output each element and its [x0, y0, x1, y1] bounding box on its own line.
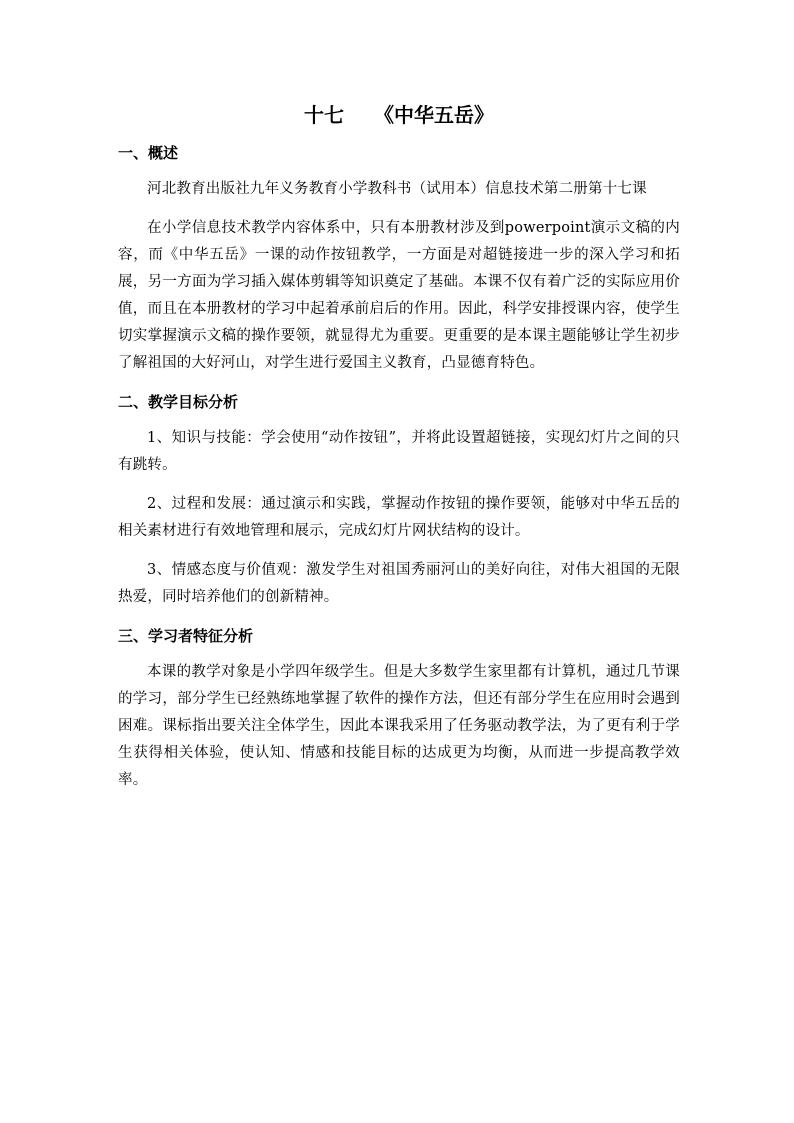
section-heading: 二、教学目标分析	[118, 393, 239, 411]
paragraph: 3、情感态度与价值观：激发学生对祖国秀丽河山的美好向往，对伟大祖国的无限热爱，同时培养他们的创新精神。	[118, 562, 680, 605]
paragraph: 1、知识与技能：学会使用“动作按钮”，并将此设置超链接，实现幻灯片之间的只有跳转。	[118, 430, 680, 473]
document-page	[118, 100, 680, 806]
paragraph: 在小学信息技术教学内容体系中，只有本册教材涉及到powerpoint演示文稿的内容，而《中华五岳》一课的动作按钮教学，一方面是对超链接进一步的深入学习和拓展，另一方面为学习插入媒体剪辑等知识奠定了基础。本课不仅有着广泛的实际应用价值，而且在本册教材的学习中起着承前启后的作用。因此，科学安排授课内容，使学生切实掌握演示文稿的操作要领，就显得尤为重要。更重要的是本课主题能够让学生初步了解祖国的大好河山，对学生进行爱国主义教育，凸显德育特色。	[118, 220, 680, 371]
document-title: 十七 《中华五岳》	[304, 103, 494, 127]
section-learner-analysis	[118, 623, 680, 794]
section-heading: 三、学习者特征分析	[118, 627, 254, 645]
paragraph: 本课的教学对象是小学四年级学生。但是大多数学生家里都有计算机，通过几节课的学习，部分学生已经熟练地掌握了软件的操作方法，但还有部分学生在应用时会遇到困难。课标指出要关注全体学生，因此本课我采用了任务驱动教学法，为了更有利于学生获得相关体验，使认知、情感和技能目标的达成更为均衡，从而进一步提高教学效率。	[118, 664, 680, 788]
section-teaching-goals	[118, 389, 680, 611]
paragraph: 2、过程和发展：通过演示和实践，掌握动作按钮的操作要领，能够对中华五岳的相关素材进行有效地管理和展示，完成幻灯片网状结构的设计。	[118, 496, 680, 539]
section-overview	[118, 140, 680, 377]
paragraph: 河北教育出版社九年义务教育小学教科书（试用本）信息技术第二册第十七课	[147, 181, 647, 197]
section-heading: 一、概述	[118, 144, 179, 162]
